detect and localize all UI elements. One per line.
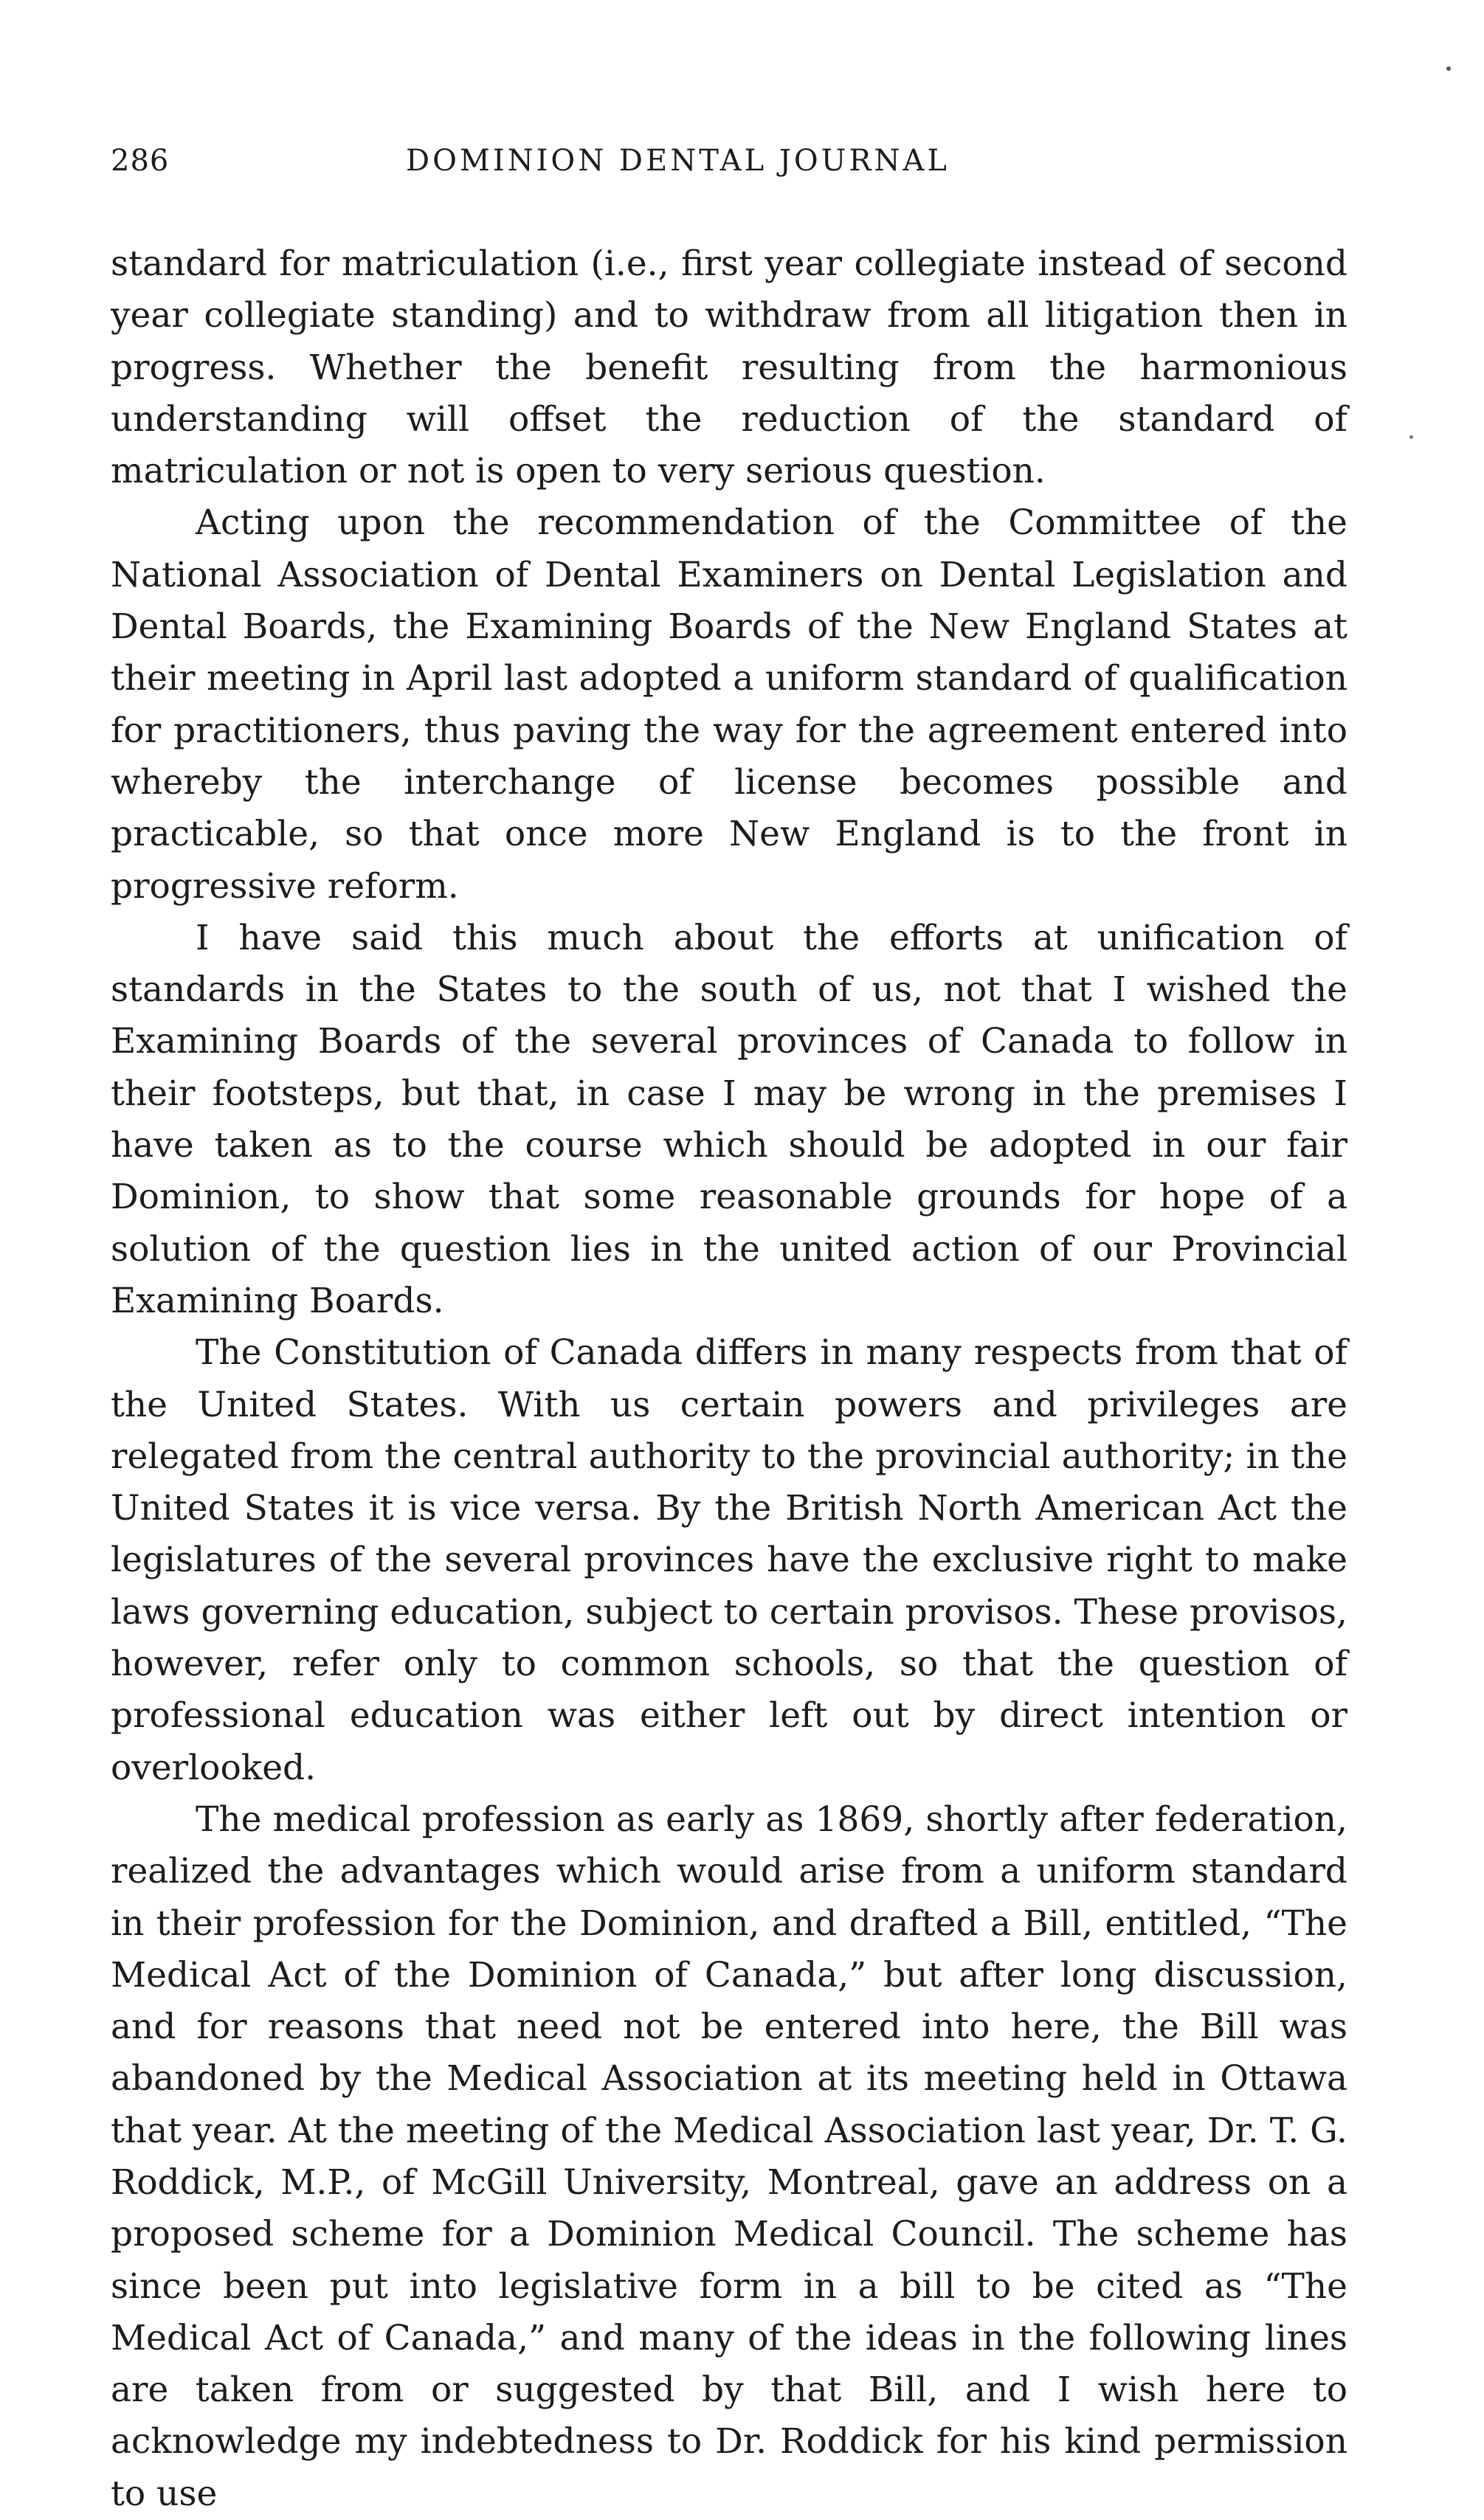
paragraph-3: I have said this much about the efforts at unification of standards in the States to the south of us, not that I wished the Examining Boards of the several provinces of Canada to follow in their footsteps, but that, in case I may be wrong in the premises I have taken as to the course which should be adopted in our fair Dominion, to show that some reasonable grounds for hope of a solution of the question lies in the united action of our Provincial Examining Boards.: [111, 917, 1347, 1321]
paragraph-1: standard for matriculation (i.e., first year collegiate instead of second year collegiate standing) and to withdraw from all litigation then in progress. Whether the benefit resulting from the harmonious understanding will offset the reduction of the standard of matriculation or not is open to very serious question.: [111, 243, 1347, 492]
paragraph-4: The Constitution of Canada differs in many respects from that of the United States. With us certain powers and privileges are relegated from the central authority to the provincial authority; in the United States it is vice versa. By the British North American Act the legislatures of the several provinces have the exclusive right to make laws governing education, subject to certain provisos. These provisos, however, refer only to common schools, so that the question of professional education was either left out by direct intention or overlooked.: [111, 1332, 1347, 1788]
article-body: [111, 238, 1347, 2520]
page-header: [111, 144, 1350, 188]
paragraph-5: The medical profession as early as 1869, shortly after federation, realized the advantages which would arise from a uniform standard in their profession for the Dominion, and drafted a Bill, entitled, “The Medical Act of the Dominion of Canada,” but after long discussion, and for reasons that need not be entered into here, the Bill was abandoned by the Medical Association at its meeting held in Ottawa that year. At the meeting of the Medical Association last year, Dr. T. G. Roddick, M.P., of McGill University, Montreal, gave an address on a proposed scheme for a Dominion Medical Council. The scheme has since been put into legislative form in a bill to be cited as “The Medical Act of Canada,” and many of the ideas in the following lines are taken from or suggested by that Bill, and I wish here to acknowledge my indebtedness to Dr. Roddick for his kind permission to use: [111, 1799, 1347, 2514]
print-speck: [1446, 66, 1451, 71]
print-speck: [1409, 435, 1413, 439]
running-head: DOMINION DENTAL JOURNAL: [406, 144, 950, 178]
page-number: 286: [111, 144, 170, 178]
paragraph-2: Acting upon the recommendation of the Committee of the National Association of Dental Examiners on Dental Legislation and Dental Boards, the Examining Boards of the New England States at their meeting in April last adopted a uniform standard of qualification for practitioners, thus paving the way for the agreement entered into whereby the interchange of license becomes possible and practicable, so that once more New England is to the front in progressive reform.: [111, 502, 1347, 907]
